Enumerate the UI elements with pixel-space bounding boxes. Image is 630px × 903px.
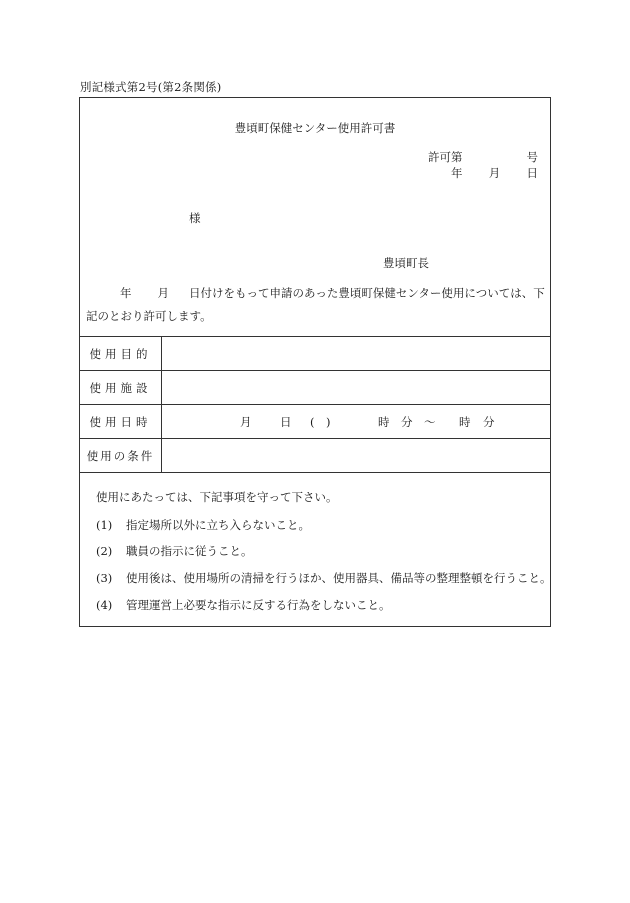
- body-month: 月: [157, 286, 169, 300]
- permit-date-month: 月: [488, 166, 501, 180]
- permit-date-day: 日: [526, 166, 538, 180]
- row-datetime-value[interactable]: [162, 405, 550, 438]
- issuer-name: 豊頃町長: [383, 256, 429, 270]
- row-conditions-value[interactable]: [162, 439, 550, 472]
- note-item: [96, 570, 552, 586]
- body-text-line-1: [88, 285, 544, 301]
- permit-date-year: 年: [451, 166, 463, 180]
- note-number: (3): [96, 571, 113, 585]
- note-text: 職員の指示に従うこと。: [126, 544, 253, 558]
- notes-intro: 使用にあたっては、下記事項を守って下さい。: [96, 490, 338, 504]
- addressee-suffix: 様: [189, 211, 201, 225]
- note-text: 管理運営上必要な指示に反する行為をしないこと。: [126, 598, 391, 612]
- note-number: (4): [96, 598, 113, 612]
- body-year: 年: [120, 286, 132, 300]
- row-datetime: [80, 404, 550, 438]
- datetime-tilde: 〜: [424, 415, 436, 429]
- row-facility: [80, 370, 550, 404]
- permit-date: [451, 165, 538, 181]
- document-title: 豊頃町保健センター使用許可書: [234, 121, 396, 135]
- datetime-minute-from: 分: [401, 415, 413, 429]
- datetime-hour-from: 時: [378, 415, 390, 429]
- form-reference: 別記様式第2号(第2条関係): [80, 80, 222, 94]
- datetime-day: 日: [280, 415, 292, 429]
- note-item: [96, 597, 391, 613]
- note-number: (1): [96, 518, 113, 532]
- note-number: (2): [96, 544, 113, 558]
- datetime-hour-to: 時: [459, 415, 471, 429]
- datetime-month: 月: [240, 415, 252, 429]
- permit-number-suffix: 号: [526, 150, 538, 164]
- row-conditions-label: 使用の条件: [80, 439, 162, 472]
- body-text-line-2: 記のとおり許可します。: [86, 309, 212, 323]
- row-purpose: [80, 336, 550, 370]
- row-purpose-label: 使用目的: [80, 337, 162, 370]
- datetime-weekday: ( ): [310, 415, 331, 429]
- note-text: 使用後は、使用場所の清掃を行うほか、使用器具、備品等の整理整頓を行うこと。: [126, 571, 552, 585]
- row-purpose-value[interactable]: [162, 337, 550, 370]
- permit-number-prefix: 許可第: [428, 150, 463, 164]
- notes-section: [80, 472, 552, 612]
- body-text: 日付けをもって申請のあった豊頃町保健センター使用については、下: [189, 286, 545, 300]
- note-text: 指定場所以外に立ち入らないこと。: [126, 518, 310, 532]
- permit-form: [79, 97, 551, 627]
- permit-number: [428, 149, 538, 165]
- row-datetime-label: 使用日時: [80, 405, 162, 438]
- row-facility-label: 使用施設: [80, 371, 162, 404]
- note-item: [96, 517, 310, 533]
- note-item: [96, 543, 253, 559]
- row-facility-value[interactable]: [162, 371, 550, 404]
- row-conditions: [80, 438, 550, 472]
- datetime-minute-to: 分: [483, 415, 495, 429]
